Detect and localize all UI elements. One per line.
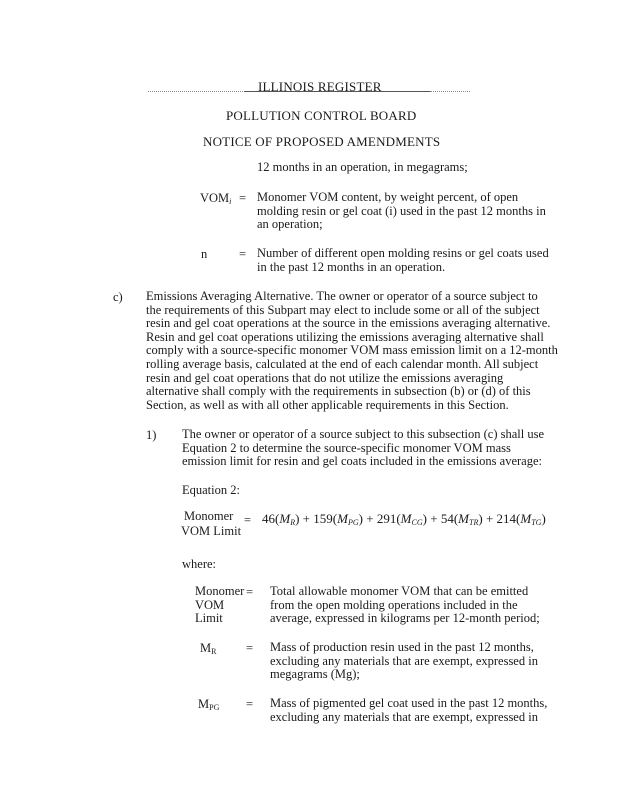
mpg-equals: =	[246, 697, 254, 711]
mpg-definition: Mass of pigmented gel coat used in the past 12 months, excluding any materials that are exempt, expressed in	[270, 696, 548, 724]
register-title: ILLINOIS REGISTER	[258, 79, 382, 94]
monomer-vom-limit-definition: Total allowable monomer VOM that can be emitted from the open molding operations included in the average, expressed in kilograms per 12-month period;	[270, 584, 540, 626]
header-dotted-rule-right	[430, 91, 470, 92]
equation-lhs-bottom: VOM Limit	[181, 524, 242, 538]
board-title: POLLUTION CONTROL BOARD	[226, 108, 417, 123]
notice-title: NOTICE OF PROPOSED AMENDMENTS	[203, 134, 441, 149]
mr-equals: =	[246, 641, 254, 655]
header-dotted-rule-left	[148, 91, 243, 92]
equation-term: $291(M_{CG})$	[376, 511, 427, 527]
item-1-label: 1)	[146, 428, 157, 442]
equation-plus: +	[362, 511, 377, 526]
equation-plus: +	[482, 511, 497, 526]
item-1-text: The owner or operator of a source subject to this subsection (c) shall use Equation 2 to determine the source-specific monomer VOM mass emission limit for resin and gel coats included in the emissions average:	[182, 427, 545, 469]
equation-plus: +	[426, 511, 441, 526]
equation-term: $46(M_R)$	[262, 511, 300, 527]
equation-term: $159(M_{PG})$	[313, 511, 363, 527]
n-symbol: n	[201, 247, 208, 261]
mr-definition: Mass of production resin used in the past 12 months, excluding any materials that are exempt, expressed in megagrams (Mg);	[270, 640, 538, 682]
equation-rhs	[262, 511, 546, 527]
n-equals: =	[239, 247, 247, 261]
header-rule	[244, 91, 430, 92]
equation-term: $54(M_{TR})$	[440, 511, 483, 527]
equation-lhs-top: Monomer	[184, 509, 234, 523]
vom-symbol: $VOM_i$	[200, 191, 232, 206]
continued-line: 12 months in an operation, in megagrams;	[257, 160, 468, 174]
equation-plus: +	[299, 511, 314, 526]
mr-symbol: $M_R$	[200, 641, 217, 656]
vom-equals: =	[239, 191, 247, 205]
equation-term: $214(M_{TG})$	[496, 511, 546, 527]
n-definition: Number of different open molding resins or gel coats used in the past 12 months in an operation.	[257, 246, 549, 274]
mpg-symbol: $M_{PG}$	[198, 697, 220, 712]
monomer-vom-limit-equals: =	[246, 585, 254, 599]
where-label: where:	[182, 557, 217, 571]
vom-definition: Monomer VOM content, by weight percent, of open molding resin or gel coat (i) used in the past 12 months in an operation;	[257, 190, 546, 232]
equation-title: Equation 2:	[182, 483, 240, 497]
section-c-label: c)	[113, 290, 123, 304]
equation-equals: =	[244, 513, 252, 527]
monomer-vom-limit-symbol: Monomer VOM Limit	[195, 584, 245, 626]
section-c-text: Emissions Averaging Alternative. The owner or operator of a source subject to the requirements of this Subpart may elect to include some or all of the subject resin and gel coat operations at the source in the emissions averaging alternative. Resin and gel coat operations utilizing the emissions averaging alternative shall comply with a source-specific monomer VOM mass emission limit on a 12-month rolling average basis, calculated at the end of each calendar month. All subject resin and gel coat operations that do not utilize the emissions averaging alternative shall comply with the requirements in subsection (b) or (d) of this Section, as well as with all other applicable requirements in this Section.	[146, 289, 558, 412]
